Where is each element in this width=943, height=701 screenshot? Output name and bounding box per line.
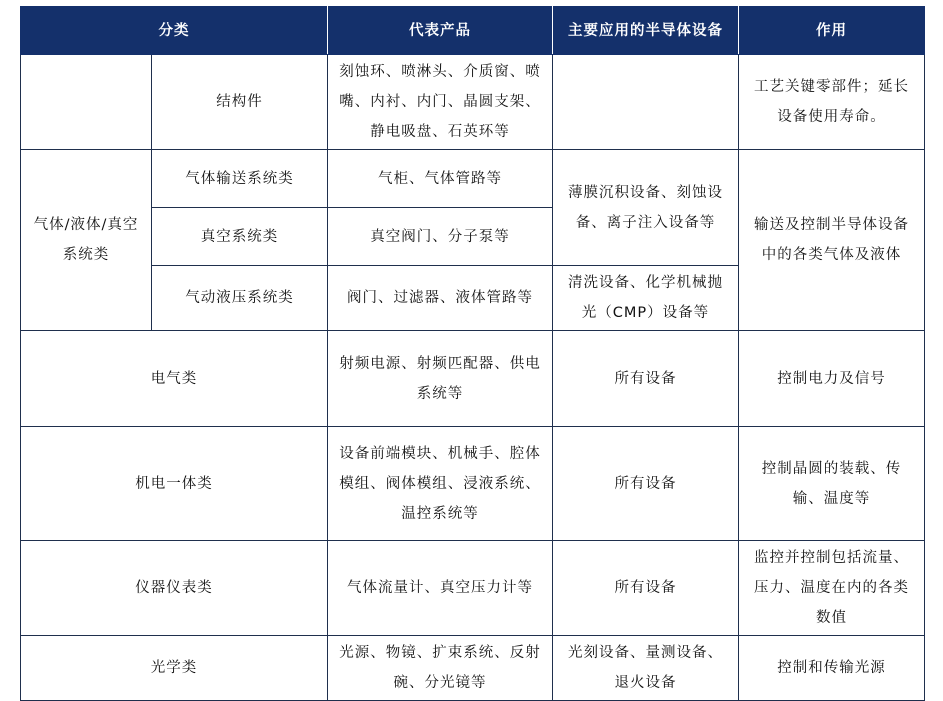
function-structural: 工艺关键零部件；延长设备使用寿命。	[739, 55, 925, 150]
table-row	[21, 636, 925, 701]
products-optical: 光源、物镜、扩束系统、反射碗、分光镜等	[328, 636, 553, 701]
products-gas-delivery: 气柜、气体管路等	[328, 150, 553, 208]
table-row	[21, 331, 925, 427]
function-instrument: 监控并控制包括流量、压力、温度在内的各类数值	[739, 541, 925, 636]
function-mechatronic: 控制晶圆的装载、传输、温度等	[739, 427, 925, 541]
header-category: 分类	[21, 7, 328, 55]
header-function: 作用	[739, 7, 925, 55]
table-row	[21, 55, 925, 150]
products-instrument: 气体流量计、真空压力计等	[328, 541, 553, 636]
function-fluid-group: 输送及控制半导体设备中的各类气体及液体	[739, 150, 925, 331]
header-products: 代表产品	[328, 7, 553, 55]
products-mechatronic: 设备前端模块、机械手、腔体模组、阀体模组、浸液系统、温控系统等	[328, 427, 553, 541]
category-electrical: 电气类	[21, 331, 328, 427]
equipment-structural	[553, 55, 739, 150]
subcategory-structural: 结构件	[152, 55, 328, 150]
category-mechatronic: 机电一体类	[21, 427, 328, 541]
table-row	[21, 427, 925, 541]
function-optical: 控制和传输光源	[739, 636, 925, 701]
equipment-electrical: 所有设备	[553, 331, 739, 427]
equipment-instrument: 所有设备	[553, 541, 739, 636]
subcategory-gas-delivery: 气体输送系统类	[152, 150, 328, 208]
empty-category-cell	[21, 55, 152, 150]
header-equipment: 主要应用的半导体设备	[553, 7, 739, 55]
products-vacuum: 真空阀门、分子泵等	[328, 208, 553, 266]
products-structural: 刻蚀环、喷淋头、介质窗、喷嘴、内衬、内门、晶圆支架、静电吸盘、石英环等	[328, 55, 553, 150]
components-table	[20, 6, 925, 701]
function-electrical: 控制电力及信号	[739, 331, 925, 427]
table-row	[21, 541, 925, 636]
subcategory-vacuum: 真空系统类	[152, 208, 328, 266]
products-pneumatic: 阀门、过滤器、液体管路等	[328, 266, 553, 331]
subcategory-pneumatic: 气动液压系统类	[152, 266, 328, 331]
category-instrument: 仪器仪表类	[21, 541, 328, 636]
table-row	[21, 150, 925, 208]
equipment-pneumatic: 清洗设备、化学机械抛光（CMP）设备等	[553, 266, 739, 331]
equipment-optical: 光刻设备、量测设备、退火设备	[553, 636, 739, 701]
equipment-gas-vacuum: 薄膜沉积设备、刻蚀设备、离子注入设备等	[553, 150, 739, 266]
category-fluid-group: 气体/液体/真空系统类	[21, 150, 152, 331]
equipment-mechatronic: 所有设备	[553, 427, 739, 541]
table-header-row	[21, 7, 925, 55]
products-electrical: 射频电源、射频匹配器、供电系统等	[328, 331, 553, 427]
category-optical: 光学类	[21, 636, 328, 701]
